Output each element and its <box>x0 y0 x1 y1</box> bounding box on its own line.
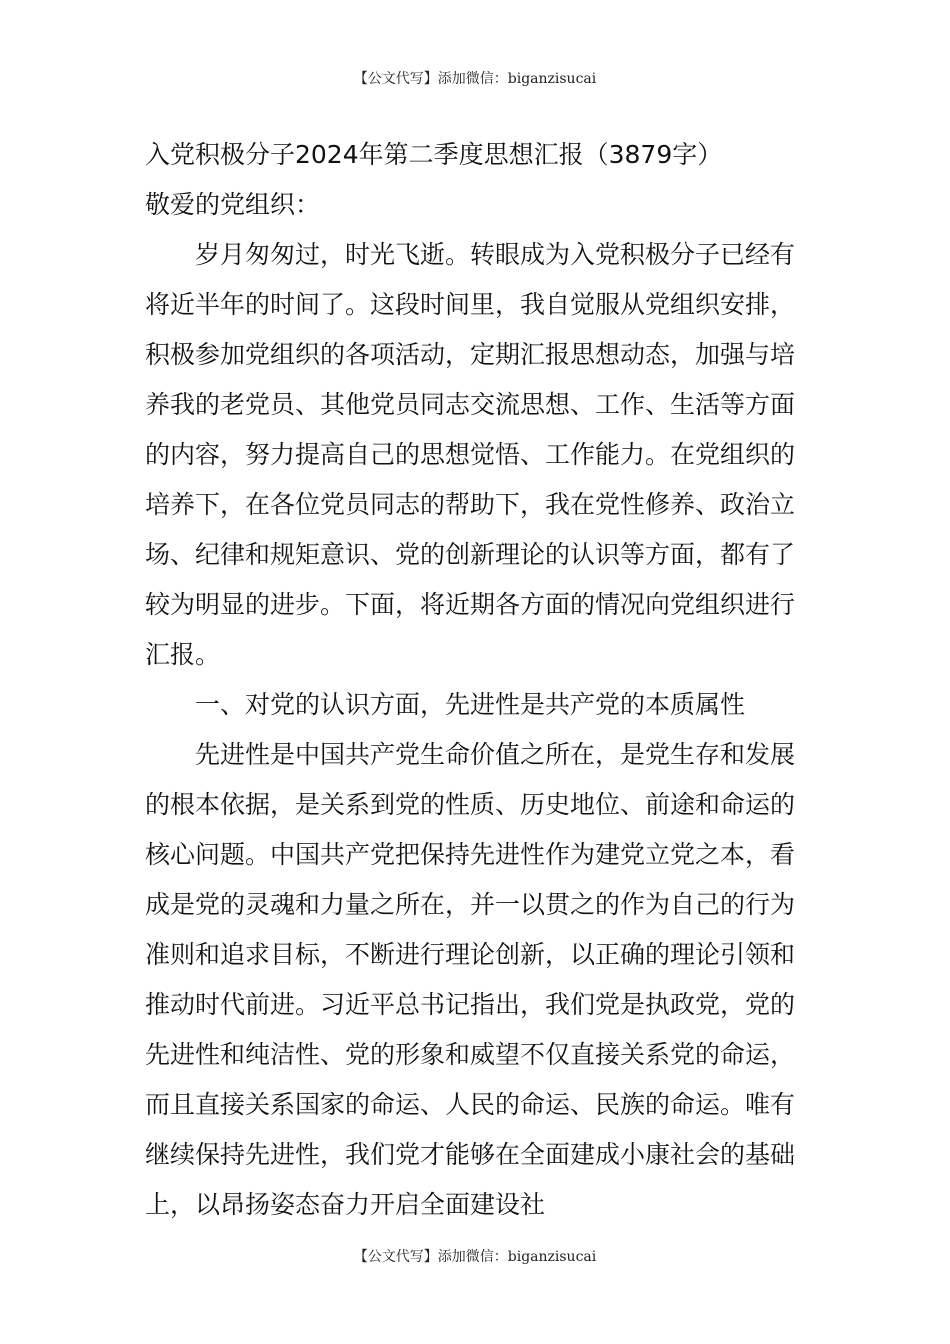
page-header: 【公文代写】添加微信：biganzisucai <box>353 71 597 87</box>
page-footer: 【公文代写】添加微信：biganzisucai <box>353 1249 597 1265</box>
paragraph-intro: 岁月匆匆过，时光飞逝。转眼成为入党积极分子已经有将近半年的时间了。这段时间里，我自觉服从党组织安排，积极参加党组织的各项活动，定期汇报思想动态，加强与培养我的老党员、其他党员同志交流思想、工作、生活等方面的内容，努力提高自己的思想觉悟、工作能力。在党组织的培养下，在各位党员同志的帮助下，我在党性修养、政治立场、纪律和规矩意识、党的创新理论的认识等方面，都有了较为明显的进步。下面，将近期各方面的情况向党组织进行汇报。 <box>145 240 796 669</box>
document-body <box>145 130 807 1230</box>
paragraph-section-1: 先进性是中国共产党生命价值之所在，是党生存和发展的根本依据，是关系到党的性质、历史地位、前途和命运的核心问题。中国共产党把保持先进性作为建党立党之本，看成是党的灵魂和力量之所在，并一以贯之的作为自己的行为准则和追求目标，不断进行理论创新，以正确的理论引领和推动时代前进。习近平总书记指出，我们党是执政党，党的先进性和纯洁性、党的形象和威望不仅直接关系党的命运，而且直接关系国家的命运、人民的命运、民族的命运。唯有继续保持先进性，我们党才能够在全面建成小康社会的基础上，以昂扬姿态奋力开启全面建设社 <box>145 740 796 1219</box>
section-heading-1: 一、对党的认识方面，先进性是共产党的本质属性 <box>195 690 746 719</box>
document-title: 入党积极分子2024年第二季度思想汇报（3879字） <box>145 140 723 169</box>
salutation: 敬爱的党组织： <box>145 190 321 219</box>
